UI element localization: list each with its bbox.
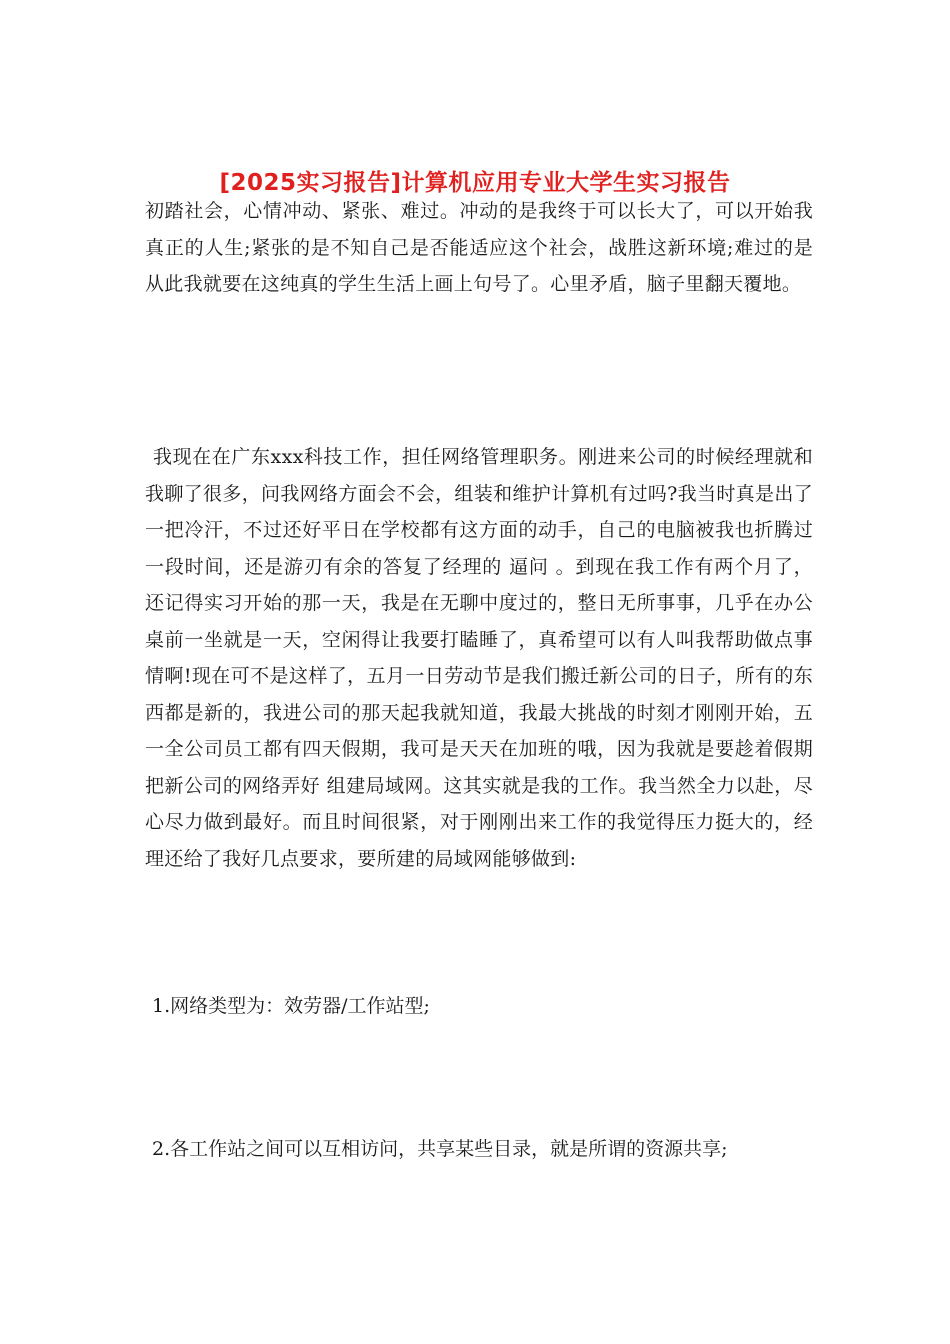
paragraph-intro: 初踏社会，心情冲动、紧张、难过。冲动的是我终于可以长大了，可以开始我真正的人生;紧张的是不知自己是否能适应这个社会，战胜这新环境;难过的是从此我就要在这纯真的学生生活上画上句号了。心里矛盾，脑子里翻天覆地。 <box>145 200 813 295</box>
document-title: [2025实习报告]计算机应用专业大学生实习报告 <box>219 170 731 197</box>
list-item: 1.网络类型为：效劳器/工作站型; <box>152 995 430 1017</box>
list-item: 2.各工作站之间可以互相访问，共享某些目录，就是所谓的资源共享; <box>152 1138 728 1160</box>
paragraph-work: 我现在在广东xxx科技工作，担任网络管理职务。刚进来公司的时候经理就和我聊了很多，问我网络方面会不会，组装和维护计算机有过吗?我当时真是出了一把冷汗，不过还好平日在学校都有这方面的动手，自己的电脑被我也折腾过一段时间，还是游刃有余的答复了经理的 逼问 。到现在我工作有两个月了，还记得实习开始的那一天，我是在无聊中度过的，整日无所事事，几乎在办公桌前一坐就是一天，空闲得让我要打瞌睡了，真希望可以有人叫我帮助做点事情啊!现在可不是这样了，五月一日劳动节是我们搬迁新公司的日子，所有的东西都是新的，我进公司的那天起我就知道，我最大挑战的时刻才刚刚开始，五一全公司员工都有四天假期，我可是天天在加班的哦，因为我就是要趁着假期把新公司的网络弄好 组建局域网。这其实就是我的工作。我当然全力以赴，尽心尽力做到最好。而且时间很紧，对于刚刚出来工作的我觉得压力挺大的，经理还给了我好几点要求，要所建的局域网能够做到: <box>145 446 813 870</box>
